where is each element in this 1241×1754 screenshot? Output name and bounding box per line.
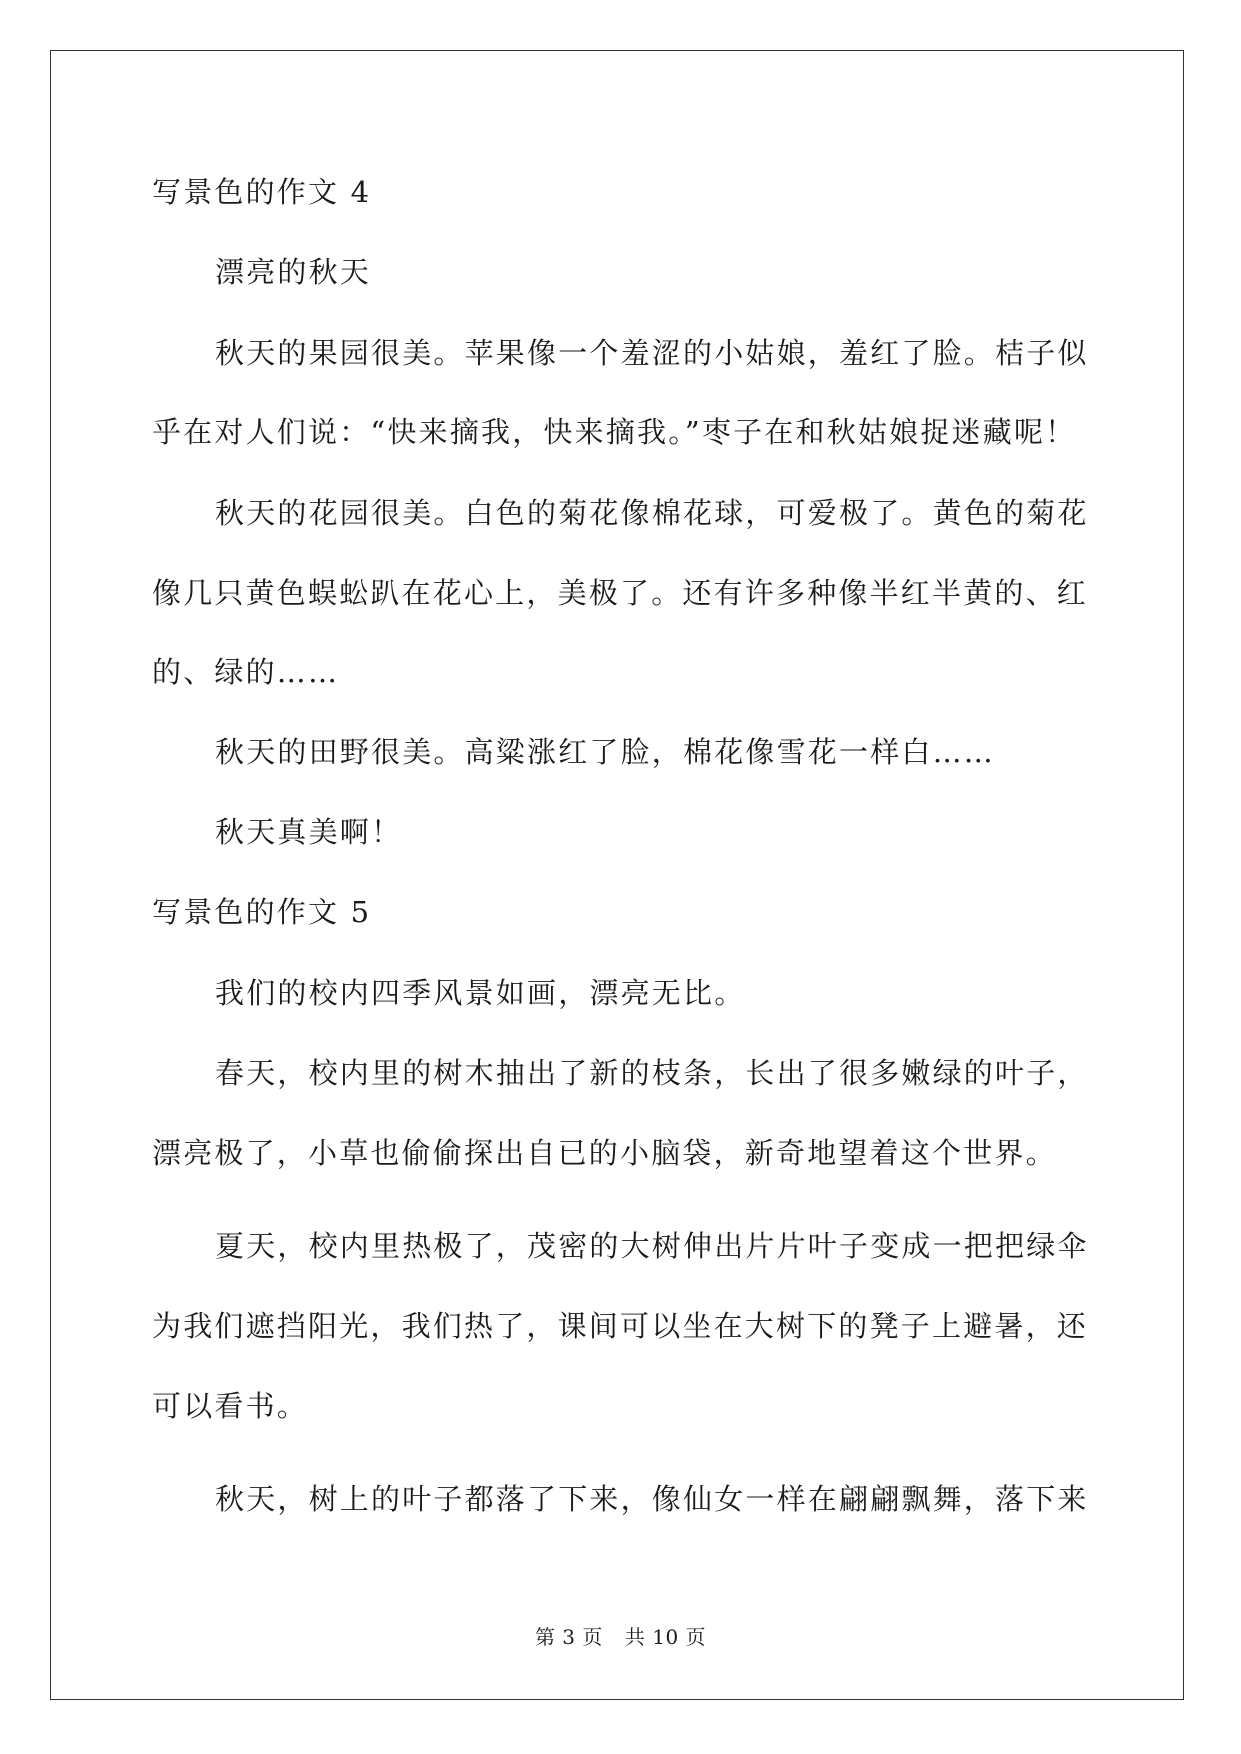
paragraph-line: 秋天的田野很美。高粱涨红了脸，棉花像雪花一样白…… — [215, 735, 996, 769]
paragraph-line: 秋天的果园很美。苹果像一个羞涩的小姑娘，羞红了脸。桔子似 — [215, 336, 1089, 370]
paragraph-line: 秋天真美啊！ — [215, 815, 403, 849]
paragraph-line: 我们的校内四季风景如画，漂亮无比。 — [215, 976, 746, 1010]
page-border — [50, 50, 1184, 1700]
paragraph-line: 漂亮极了，小草也偷偷探出自已的小脑袋，新奇地望着这个世界。 — [152, 1136, 1057, 1170]
page-footer — [0, 1624, 1241, 1650]
paragraph-line: 像几只黄色蜈蚣趴在花心上，美极了。还有许多种像半红半黄的、红 — [152, 576, 1089, 610]
paragraph-line: 春天，校内里的树木抽出了新的枝条，长出了很多嫩绿的叶子， — [215, 1056, 1089, 1090]
paragraph-line: 秋天，树上的叶子都落了下来，像仙女一样在翩翩飘舞，落下来 — [215, 1482, 1089, 1516]
page-number-total: 共 10 页 — [624, 1625, 707, 1649]
paragraph-line: 夏天，校内里热极了，茂密的大树伸出片片叶子变成一把把绿伞 — [215, 1229, 1089, 1263]
paragraph-line: 的、绿的…… — [152, 655, 340, 689]
essay-subtitle: 漂亮的秋天 — [215, 255, 372, 289]
paragraph-line: 乎在对人们说：“快来摘我，快来摘我。”枣子在和秋姑娘捉迷藏呢！ — [152, 415, 1077, 449]
paragraph-line: 秋天的花园很美。白色的菊花像棉花球，可爱极了。黄色的菊花 — [215, 496, 1089, 530]
essay-title-4: 写景色的作文 4 — [152, 175, 372, 209]
page-number-current: 第 3 页 — [534, 1625, 603, 1649]
essay-title-5: 写景色的作文 5 — [152, 895, 372, 929]
paragraph-line: 为我们遮挡阳光，我们热了，课间可以坐在大树下的凳子上避暑，还 — [152, 1309, 1089, 1343]
paragraph-line: 可以看书。 — [152, 1389, 309, 1423]
